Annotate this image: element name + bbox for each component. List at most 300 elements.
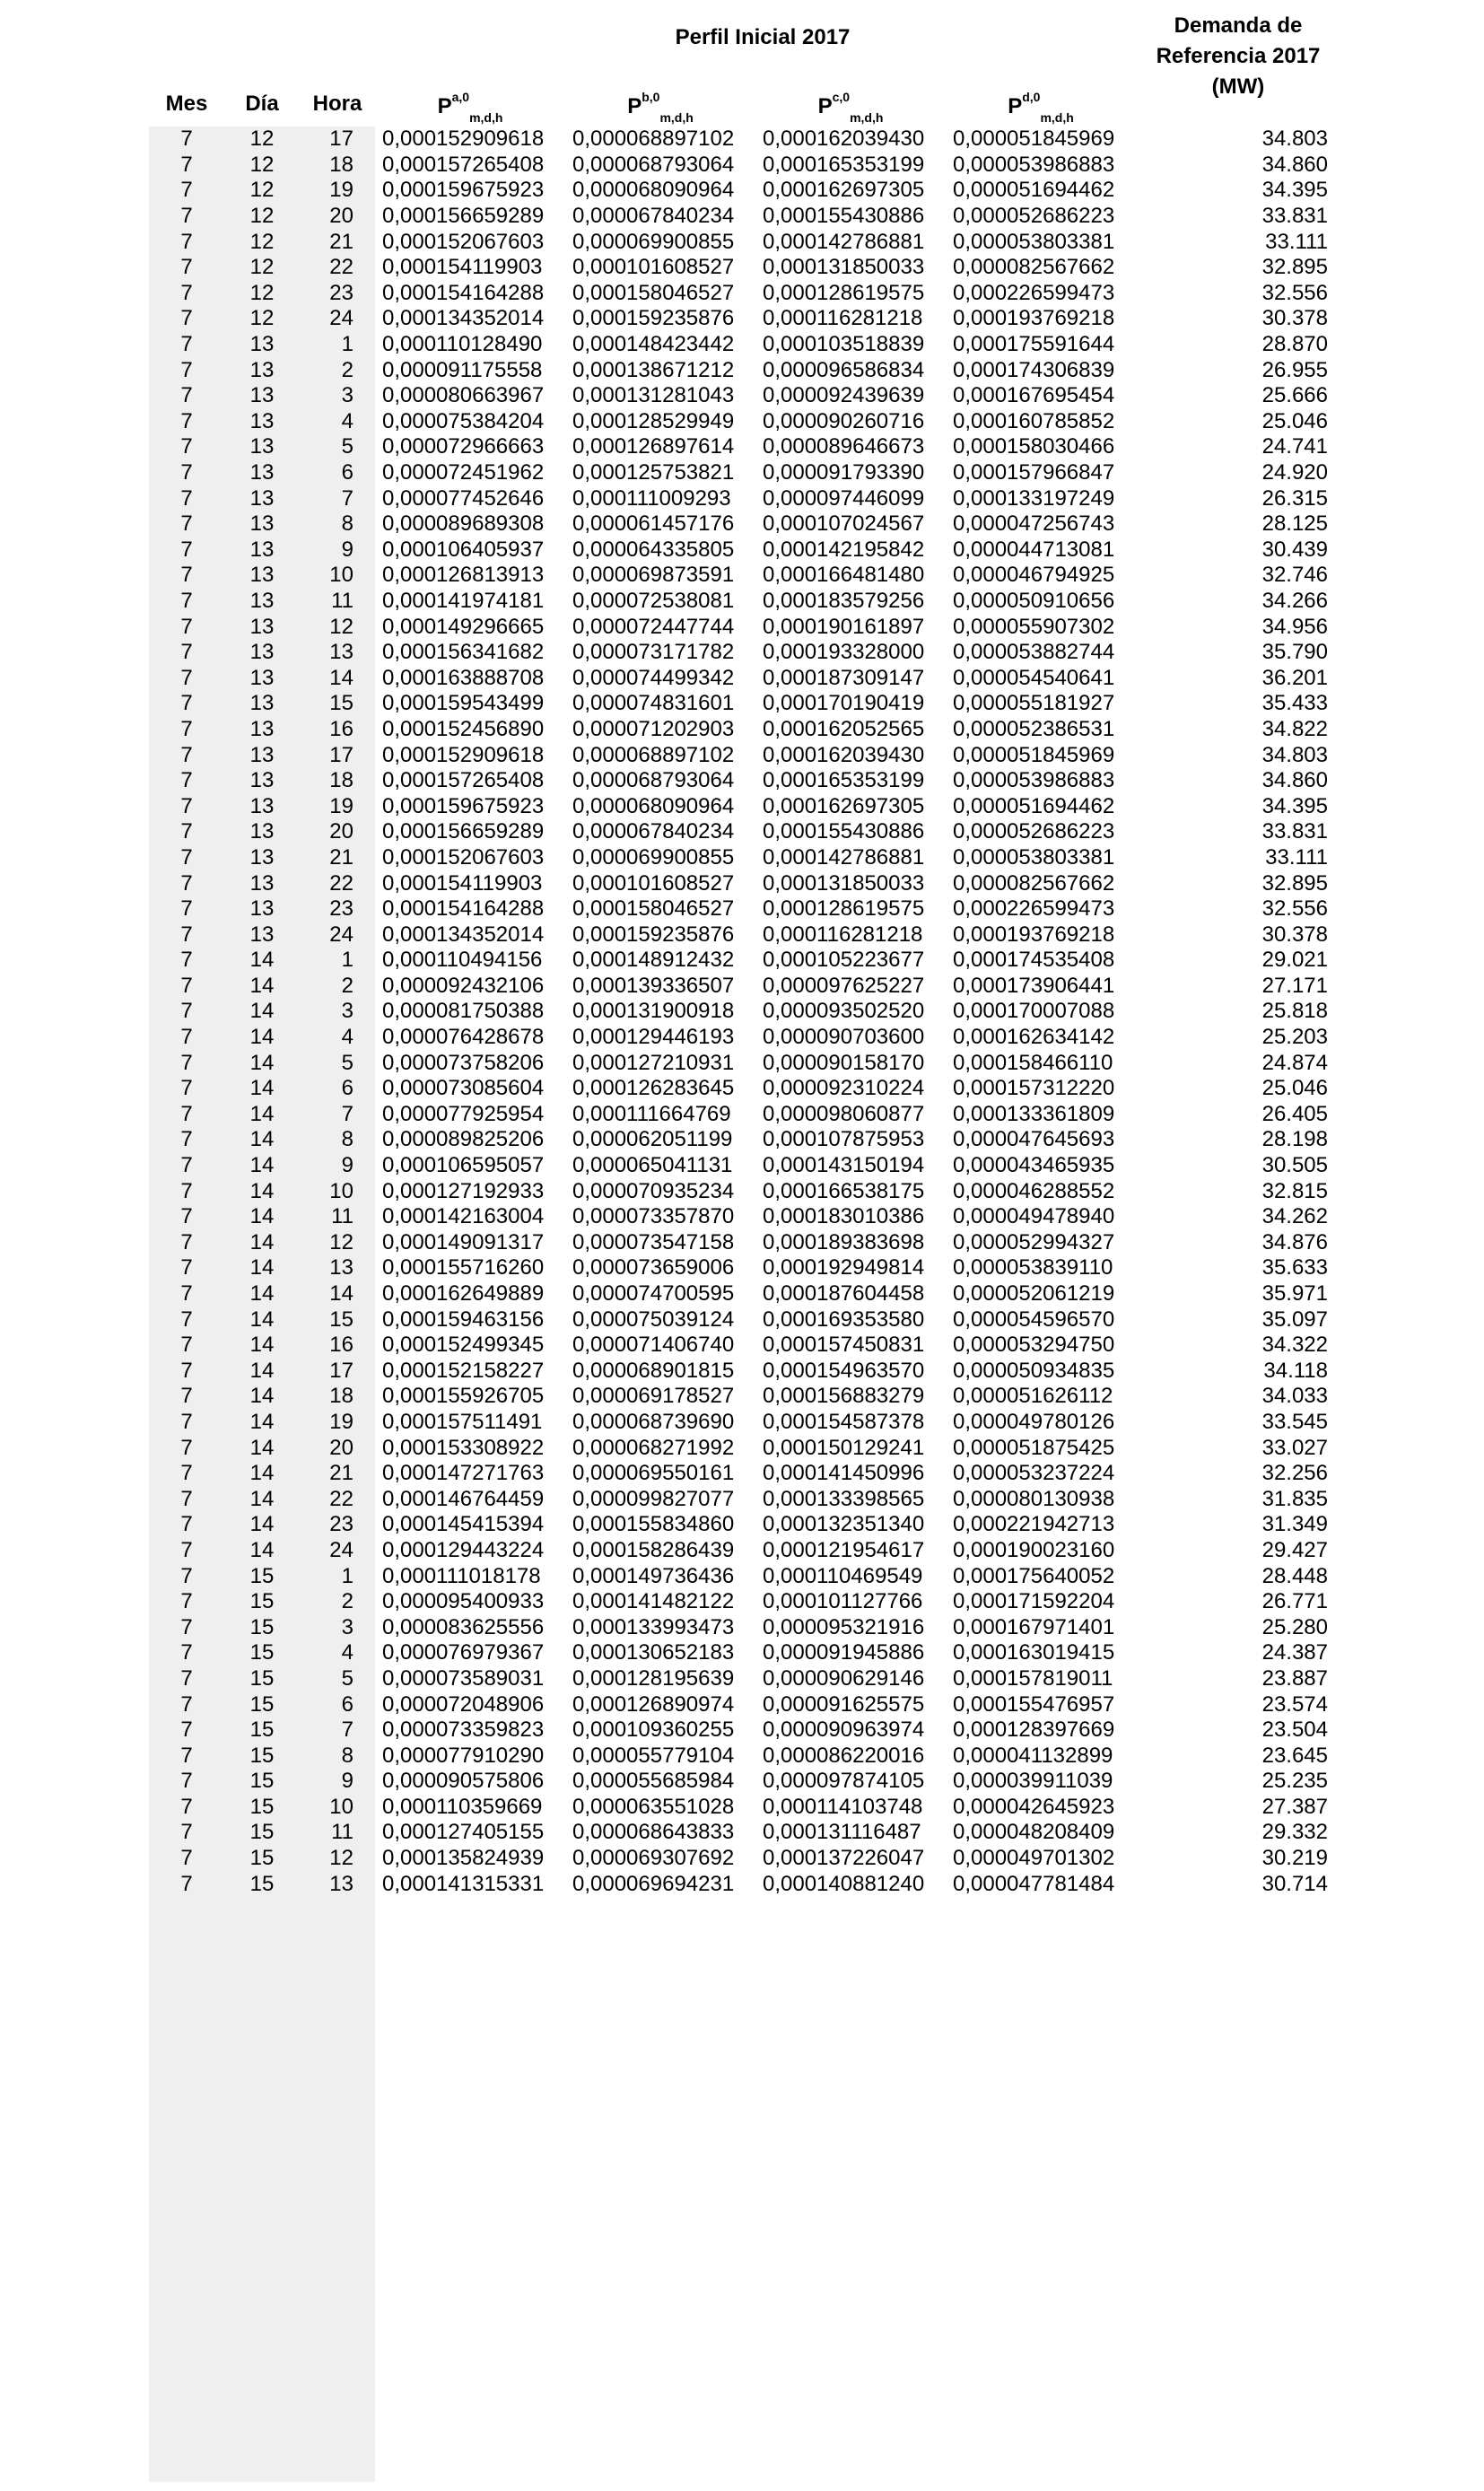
pb-cell: 0,000069178527 (572, 1384, 735, 1409)
pc-cell: 0,000162052565 (763, 716, 925, 741)
mes-cell: 7 (180, 691, 193, 716)
mes-cell: 7 (180, 588, 193, 613)
mes-cell: 7 (180, 1127, 193, 1152)
demand-cell: 34.860 (1261, 768, 1328, 793)
pa-cell: 0,000149296665 (382, 614, 545, 639)
mes-cell: 7 (180, 1640, 193, 1665)
demand-cell: 23.887 (1261, 1665, 1328, 1691)
mes-cell: 7 (180, 1563, 193, 1588)
table-row (149, 1846, 1331, 1872)
dia-cell: 14 (249, 1050, 275, 1075)
table-row (149, 460, 1331, 486)
pb-cell: 0,000111009293 (572, 485, 731, 511)
pd-cell: 0,000048208409 (953, 1820, 1115, 1845)
table-row (149, 178, 1331, 204)
pc-cell: 0,000183579256 (763, 588, 925, 613)
demand-cell: 29.021 (1261, 948, 1328, 973)
pb-sup: b,0 (642, 90, 660, 104)
demand-cell: 35.433 (1261, 691, 1328, 716)
hora-cell: 20 (329, 204, 354, 229)
hora-cell: 13 (329, 640, 354, 665)
pa-cell: 0,000154119903 (382, 870, 543, 896)
hora-cell: 8 (341, 1743, 354, 1768)
mes-cell: 7 (180, 614, 193, 639)
table-row (149, 1204, 1331, 1230)
demand-cell: 26.315 (1261, 485, 1328, 511)
pc-cell: 0,000131850033 (763, 870, 925, 896)
table-row (149, 589, 1331, 615)
mes-cell: 7 (180, 460, 193, 485)
pc-cell: 0,000162039430 (763, 742, 925, 767)
hora-cell: 3 (341, 999, 354, 1024)
hora-cell: 21 (329, 1461, 354, 1486)
pa-cell: 0,000073758206 (382, 1050, 545, 1075)
mes-cell: 7 (180, 280, 193, 305)
pb-cell: 0,000128195639 (572, 1665, 735, 1691)
pd-cell: 0,000054540641 (953, 665, 1115, 690)
pc-base: P (817, 94, 833, 118)
dia-cell: 15 (249, 1846, 275, 1871)
pc-cell: 0,000107875953 (763, 1127, 925, 1152)
hora-cell: 8 (341, 511, 354, 537)
dia-cell: 14 (249, 1025, 275, 1050)
dia-cell: 14 (249, 1101, 275, 1126)
pd-cell: 0,000155476957 (953, 1691, 1115, 1717)
dia-cell: 12 (249, 204, 275, 229)
pb-cell: 0,000129446193 (572, 1025, 735, 1050)
demand-cell: 34.033 (1261, 1384, 1328, 1409)
hora-cell: 11 (331, 1820, 354, 1845)
dia-cell: 14 (249, 948, 275, 973)
pc-cell: 0,000091945886 (763, 1640, 925, 1665)
pd-cell: 0,000039911039 (953, 1769, 1113, 1794)
demand-cell: 30.505 (1261, 1153, 1328, 1178)
demand-cell: 26.405 (1261, 1101, 1328, 1126)
pb-cell: 0,000068643833 (572, 1820, 735, 1845)
table-row (149, 1025, 1331, 1051)
dia-cell: 15 (249, 1743, 275, 1768)
pb-cell: 0,000063551028 (572, 1794, 735, 1819)
pd-cell: 0,000055907302 (953, 614, 1115, 639)
hora-cell: 21 (329, 844, 354, 870)
pd-cell: 0,000158466110 (953, 1050, 1113, 1075)
dia-cell: 14 (249, 1358, 275, 1383)
pa-sub: m,d,h (469, 109, 503, 125)
demand-cell: 28.125 (1261, 511, 1328, 537)
demand-cell: 34.266 (1261, 588, 1328, 613)
mes-cell: 7 (180, 306, 193, 331)
table-row (149, 1435, 1331, 1461)
demand-cell: 34.956 (1261, 614, 1328, 639)
pc-cell: 0,000193328000 (763, 640, 925, 665)
pa-cell: 0,000156341682 (382, 640, 545, 665)
table-row (149, 1666, 1331, 1692)
pa-cell: 0,000072048906 (382, 1691, 545, 1717)
pa-cell: 0,000095400933 (382, 1589, 545, 1614)
hora-cell: 24 (329, 922, 354, 947)
hora-cell: 18 (329, 152, 354, 177)
pc-cell: 0,000150129241 (763, 1435, 925, 1460)
mes-cell: 7 (180, 1229, 193, 1254)
pb-cell: 0,000067840234 (572, 819, 735, 844)
demand-title-line2: Referencia 2017 (1156, 44, 1321, 68)
demand-cell: 34.822 (1261, 716, 1328, 741)
dia-cell: 15 (249, 1871, 275, 1896)
pb-cell: 0,000101608527 (572, 870, 735, 896)
dia-cell: 14 (249, 1076, 275, 1101)
hora-cell: 15 (329, 1307, 354, 1332)
mes-cell: 7 (180, 1614, 193, 1639)
dia-cell: 13 (249, 408, 275, 433)
hora-cell: 20 (329, 1435, 354, 1460)
table-row (149, 306, 1331, 332)
pd-cell: 0,000042645923 (953, 1794, 1115, 1819)
pc-cell: 0,000137226047 (763, 1846, 925, 1871)
hora-cell: 22 (329, 870, 354, 896)
hora-cell: 19 (329, 178, 354, 203)
pb-cell: 0,000055779104 (572, 1743, 735, 1768)
dia-cell: 14 (249, 1307, 275, 1332)
mes-cell: 7 (180, 485, 193, 511)
mes-cell: 7 (180, 357, 193, 382)
pc-cell: 0,000086220016 (763, 1743, 925, 1768)
pa-cell: 0,000075384204 (382, 408, 545, 433)
table-row (149, 255, 1331, 281)
dia-cell: 13 (249, 793, 275, 818)
mes-cell: 7 (180, 768, 193, 793)
dia-cell: 13 (249, 896, 275, 922)
pa-cell: 0,000147271763 (382, 1461, 545, 1486)
mes-cell: 7 (180, 716, 193, 741)
group-title: Perfil Inicial 2017 (675, 25, 851, 49)
demand-cell: 34.803 (1261, 127, 1328, 152)
demand-cell: 35.790 (1261, 640, 1328, 665)
pb-cell: 0,000073171782 (572, 640, 735, 665)
demand-cell: 25.046 (1261, 1076, 1328, 1101)
pb-cell: 0,000069900855 (572, 844, 735, 870)
dia-cell: 13 (249, 691, 275, 716)
pb-cell: 0,000069307692 (572, 1846, 735, 1871)
pd-cell: 0,000193769218 (953, 306, 1115, 331)
pc-cell: 0,000089646673 (763, 434, 925, 459)
hora-cell: 2 (341, 1589, 354, 1614)
hora-cell: 6 (341, 1076, 354, 1101)
table-row (149, 1743, 1331, 1769)
pa-cell: 0,000155926705 (382, 1384, 545, 1409)
table-row (149, 409, 1331, 435)
pc-cell: 0,000090963974 (763, 1717, 925, 1743)
table-row (149, 717, 1331, 743)
pc-cell: 0,000155430886 (763, 204, 925, 229)
dia-cell: 15 (249, 1769, 275, 1794)
pd-cell: 0,000046794925 (953, 563, 1115, 588)
pc-cell: 0,000128619575 (763, 280, 925, 305)
hora-cell: 7 (341, 1717, 354, 1743)
pb-cell: 0,000068897102 (572, 127, 735, 152)
mes-cell: 7 (180, 1409, 193, 1434)
dia-cell: 13 (249, 768, 275, 793)
col-header-pb (565, 86, 755, 128)
pb-cell: 0,000159235876 (572, 922, 735, 947)
pa-cell: 0,000152067603 (382, 229, 545, 254)
pb-cell: 0,000155834860 (572, 1512, 735, 1537)
pa-cell: 0,000081750388 (382, 999, 545, 1024)
pc-cell: 0,000165353199 (763, 152, 925, 177)
pd-cell: 0,000082567662 (953, 255, 1115, 280)
demand-cell: 24.920 (1261, 460, 1328, 485)
table-row (149, 1255, 1331, 1281)
table-row (149, 1512, 1331, 1538)
hora-cell: 14 (329, 665, 354, 690)
pa-cell: 0,000149091317 (382, 1229, 545, 1254)
hora-cell: 16 (329, 716, 354, 741)
mes-cell: 7 (180, 1589, 193, 1614)
pc-cell: 0,000131116487 (763, 1820, 921, 1845)
pb-cell: 0,000148423442 (572, 332, 735, 357)
table-row (149, 485, 1331, 511)
pd-cell: 0,000163019415 (953, 1640, 1115, 1665)
pc-cell: 0,000166538175 (763, 1178, 925, 1203)
dia-cell: 14 (249, 1384, 275, 1409)
pa-cell: 0,000127405155 (382, 1820, 545, 1845)
demand-cell: 23.645 (1261, 1743, 1328, 1768)
demand-cell: 28.870 (1261, 332, 1328, 357)
demand-cell: 34.876 (1261, 1229, 1328, 1254)
table-row (149, 1307, 1331, 1333)
pb-cell: 0,000074831601 (572, 691, 735, 716)
demand-cell: 23.504 (1261, 1717, 1328, 1743)
pc-cell: 0,000090158170 (763, 1050, 925, 1075)
pc-cell: 0,000093502520 (763, 999, 925, 1024)
demand-cell: 27.387 (1261, 1794, 1328, 1819)
pc-cell: 0,000128619575 (763, 896, 925, 922)
hora-cell: 23 (329, 280, 354, 305)
pa-cell: 0,000127192933 (382, 1178, 545, 1203)
dia-cell: 14 (249, 973, 275, 998)
table-row (149, 332, 1331, 358)
pd-cell: 0,000049478940 (953, 1204, 1115, 1229)
table-row (149, 948, 1331, 974)
mes-cell: 7 (180, 1050, 193, 1075)
pb-cell: 0,000126283645 (572, 1076, 735, 1101)
pd-cell: 0,000226599473 (953, 896, 1115, 922)
mes-cell: 7 (180, 896, 193, 922)
pc-cell: 0,000097625227 (763, 973, 925, 998)
demand-cell: 24.387 (1261, 1640, 1328, 1665)
pa-cell: 0,000073085604 (382, 1076, 545, 1101)
pa-cell: 0,000152909618 (382, 742, 545, 767)
table-row (149, 383, 1331, 409)
pc-cell: 0,000097446099 (763, 485, 925, 511)
dia-cell: 12 (249, 152, 275, 177)
pc-cell: 0,000143150194 (763, 1153, 925, 1178)
pd-cell: 0,000047645693 (953, 1127, 1115, 1152)
pc-cell: 0,000091793390 (763, 460, 925, 485)
table-row (149, 845, 1331, 871)
mes-cell: 7 (180, 255, 193, 280)
hora-cell: 22 (329, 255, 354, 280)
pa-cell: 0,000154164288 (382, 280, 545, 305)
table-row (149, 896, 1331, 922)
demand-cell: 34.395 (1261, 793, 1328, 818)
pb-cell: 0,000073659006 (572, 1255, 735, 1280)
pc-sup: c,0 (832, 90, 851, 104)
pa-cell: 0,000072966663 (382, 434, 545, 459)
mes-cell: 7 (180, 1871, 193, 1896)
mes-cell: 7 (180, 1101, 193, 1126)
demand-cell: 25.666 (1261, 383, 1328, 408)
table-row (149, 922, 1331, 948)
table-row (149, 1050, 1331, 1076)
pd-cell: 0,000047256743 (953, 511, 1115, 537)
pb-cell: 0,000158046527 (572, 280, 735, 305)
demand-cell: 24.874 (1261, 1050, 1328, 1075)
pc-cell: 0,000097874105 (763, 1769, 925, 1794)
demand-cell: 32.746 (1261, 563, 1328, 588)
pd-cell: 0,000050934835 (953, 1358, 1115, 1383)
mes-cell: 7 (180, 229, 193, 254)
pb-cell: 0,000131900918 (572, 999, 735, 1024)
hora-cell: 3 (341, 1614, 354, 1639)
pc-cell: 0,000142786881 (763, 229, 925, 254)
pd-cell: 0,000082567662 (953, 870, 1115, 896)
pc-cell: 0,000154587378 (763, 1409, 925, 1434)
hora-cell: 18 (329, 768, 354, 793)
dia-cell: 14 (249, 1486, 275, 1511)
pb-cell: 0,000139336507 (572, 973, 735, 998)
dia-cell: 14 (249, 1255, 275, 1280)
table-row (149, 563, 1331, 589)
table-row (149, 819, 1331, 845)
table-row (149, 870, 1331, 896)
pa-cell: 0,000154119903 (382, 255, 543, 280)
demand-cell: 34.395 (1261, 178, 1328, 203)
hora-cell: 12 (329, 614, 354, 639)
mes-cell: 7 (180, 1025, 193, 1050)
hora-cell: 22 (329, 1486, 354, 1511)
pb-cell: 0,000070935234 (572, 1178, 735, 1203)
pc-cell: 0,000092439639 (763, 383, 925, 408)
dia-cell: 13 (249, 819, 275, 844)
pb-cell: 0,000068739690 (572, 1409, 735, 1434)
pd-cell: 0,000054596570 (953, 1307, 1115, 1332)
demand-cell: 23.574 (1261, 1691, 1328, 1717)
pd-cell: 0,000160785852 (953, 408, 1115, 433)
mes-cell: 7 (180, 1691, 193, 1717)
dia-cell: 12 (249, 178, 275, 203)
pd-cell: 0,000128397669 (953, 1717, 1115, 1743)
demand-cell: 31.349 (1261, 1512, 1328, 1537)
col-header-pa (375, 86, 565, 128)
dia-cell: 14 (249, 1333, 275, 1358)
pc-cell: 0,000103518839 (763, 332, 925, 357)
hora-cell: 1 (341, 332, 354, 357)
hora-cell: 10 (329, 563, 354, 588)
pa-cell: 0,000076428678 (382, 1025, 545, 1050)
pa-cell: 0,000159463156 (382, 1307, 545, 1332)
mes-cell: 7 (180, 1358, 193, 1383)
hora-cell: 11 (331, 588, 354, 613)
pb-cell: 0,000068897102 (572, 742, 735, 767)
dia-cell: 13 (249, 665, 275, 690)
pc-cell: 0,000116281218 (763, 922, 923, 947)
mes-cell: 7 (180, 1486, 193, 1511)
pd-cell: 0,000051845969 (953, 127, 1115, 152)
hora-cell: 5 (341, 1665, 354, 1691)
hora-cell: 23 (329, 896, 354, 922)
pa-cell: 0,000146764459 (382, 1486, 545, 1511)
pc-cell: 0,000156883279 (763, 1384, 925, 1409)
pb-cell: 0,000126890974 (572, 1691, 735, 1717)
pc-cell: 0,000131850033 (763, 255, 925, 280)
pb-cell: 0,000099827077 (572, 1486, 735, 1511)
pc-cell: 0,000114103748 (763, 1794, 923, 1819)
dia-cell: 15 (249, 1691, 275, 1717)
hora-cell: 19 (329, 1409, 354, 1434)
demand-cell: 28.198 (1261, 1127, 1328, 1152)
demand-title (1139, 11, 1337, 102)
table-row (149, 1769, 1331, 1795)
pb-cell: 0,000074700595 (572, 1281, 735, 1307)
pb-cell: 0,000111664769 (572, 1101, 731, 1126)
pb-cell: 0,000149736436 (572, 1563, 735, 1588)
pb-cell: 0,000068271992 (572, 1435, 735, 1460)
mes-cell: 7 (180, 999, 193, 1024)
pd-cell: 0,000052386531 (953, 716, 1115, 741)
pa-cell: 0,000152456890 (382, 716, 545, 741)
hora-cell: 17 (329, 1358, 354, 1383)
pb-cell: 0,000061457176 (572, 511, 735, 537)
hora-cell: 13 (329, 1255, 354, 1280)
pc-cell: 0,000133398565 (763, 1486, 925, 1511)
table-row (149, 1538, 1331, 1564)
pa-cell: 0,000090575806 (382, 1769, 545, 1794)
pb-cell: 0,000068793064 (572, 152, 735, 177)
hora-cell: 11 (331, 1204, 354, 1229)
dia-cell: 15 (249, 1563, 275, 1588)
pa-cell: 0,000141974181 (382, 588, 545, 613)
pc-cell: 0,000092310224 (763, 1076, 925, 1101)
pa-cell: 0,000153308922 (382, 1435, 545, 1460)
pc-cell: 0,000170190419 (763, 691, 925, 716)
pd-cell: 0,000171592204 (953, 1589, 1115, 1614)
hora-cell: 4 (341, 408, 354, 433)
pb-cell: 0,000109360255 (572, 1717, 735, 1743)
pb-cell: 0,000067840234 (572, 204, 735, 229)
hora-cell: 12 (329, 1846, 354, 1871)
dia-cell: 12 (249, 306, 275, 331)
dia-cell: 13 (249, 460, 275, 485)
demand-cell: 32.815 (1261, 1178, 1328, 1203)
pa-cell: 0,000159543499 (382, 691, 545, 716)
demand-cell: 32.556 (1261, 896, 1328, 922)
pc-cell: 0,000140881240 (763, 1871, 925, 1896)
dia-cell: 13 (249, 563, 275, 588)
hora-cell: 24 (329, 1537, 354, 1562)
demand-cell: 25.203 (1261, 1025, 1328, 1050)
mes-cell: 7 (180, 1820, 193, 1845)
dia-cell: 15 (249, 1665, 275, 1691)
pd-base: P (1008, 94, 1023, 118)
pd-cell: 0,000174535408 (953, 948, 1115, 973)
pd-cell: 0,000051845969 (953, 742, 1115, 767)
pa-cell: 0,000077452646 (382, 485, 545, 511)
mes-cell: 7 (180, 204, 193, 229)
pc-cell: 0,000187309147 (763, 665, 925, 690)
pc-cell: 0,000157450831 (763, 1333, 925, 1358)
table-row (149, 1795, 1331, 1821)
pa-cell: 0,000073359823 (382, 1717, 545, 1743)
